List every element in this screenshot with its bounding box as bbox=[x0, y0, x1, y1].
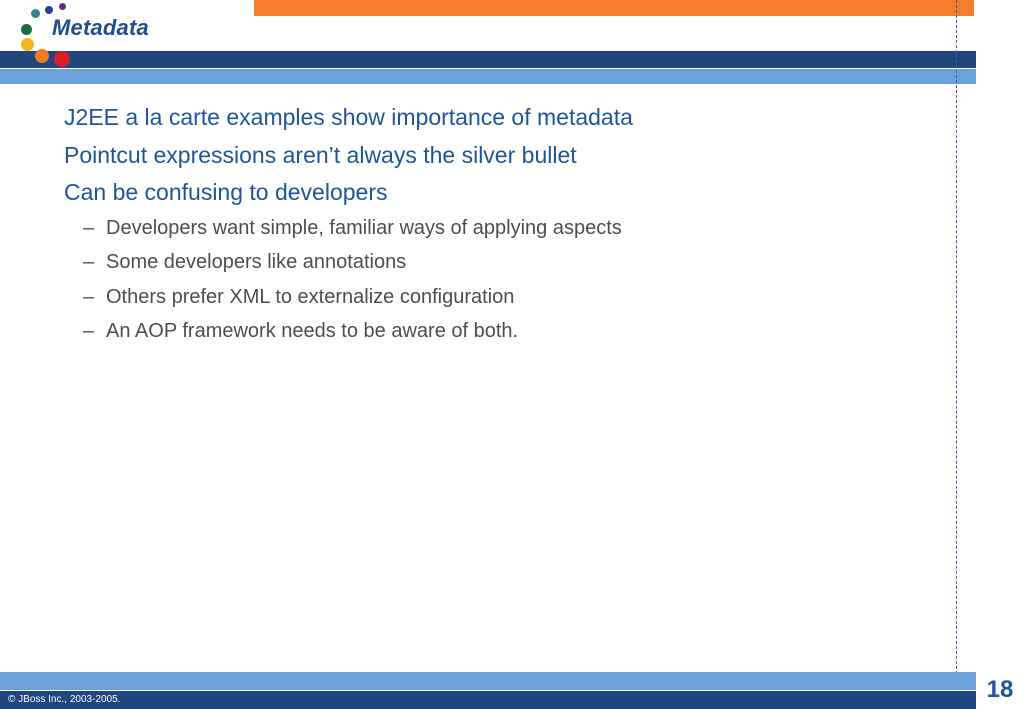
sub-bullet-item bbox=[64, 249, 944, 284]
slide-title: Metadata bbox=[52, 15, 149, 40]
dot-red bbox=[54, 51, 70, 67]
sub-bullet-marker: – bbox=[83, 216, 95, 239]
dashed-guide-line bbox=[956, 0, 957, 709]
dot-navy bbox=[45, 6, 53, 14]
sub-bullet-item bbox=[64, 215, 944, 250]
dot-yellow bbox=[21, 38, 34, 51]
header-navy-bar bbox=[0, 51, 976, 68]
sub-bullet-marker: – bbox=[83, 285, 95, 308]
bullet-item: Can be confusing to developers bbox=[64, 179, 388, 205]
sub-bullet-marker: – bbox=[83, 320, 95, 342]
dot-green bbox=[21, 24, 32, 35]
copyright-text: © JBoss Inc., 2003-2005. bbox=[8, 694, 121, 705]
sub-bullet-text: Some developers like annotations bbox=[106, 251, 407, 273]
sub-bullet-item bbox=[64, 318, 944, 353]
dot-purple bbox=[59, 3, 66, 10]
footer-navy-bar bbox=[0, 691, 976, 709]
sub-bullet-text: Others prefer XML to externalize configuration bbox=[106, 285, 515, 308]
sub-bullet-marker: – bbox=[83, 251, 95, 273]
dot-orange bbox=[35, 49, 49, 63]
bullet-item: J2EE a la carte examples show importance of metadata bbox=[64, 104, 633, 130]
page-number: 18 bbox=[986, 676, 1014, 703]
bullet-item: Pointcut expressions aren’t always the silver bullet bbox=[64, 141, 577, 168]
dot-teal bbox=[31, 9, 40, 18]
sub-bullet-text: Developers want simple, familiar ways of applying aspects bbox=[106, 216, 622, 239]
top-orange-bar bbox=[254, 0, 974, 16]
sub-bullet-text: An AOP framework needs to be aware of both. bbox=[106, 320, 519, 342]
sub-bullet-item bbox=[64, 284, 944, 319]
footer-light-bar bbox=[0, 672, 976, 690]
header-light-bar bbox=[0, 69, 976, 84]
slide-content bbox=[64, 102, 944, 353]
